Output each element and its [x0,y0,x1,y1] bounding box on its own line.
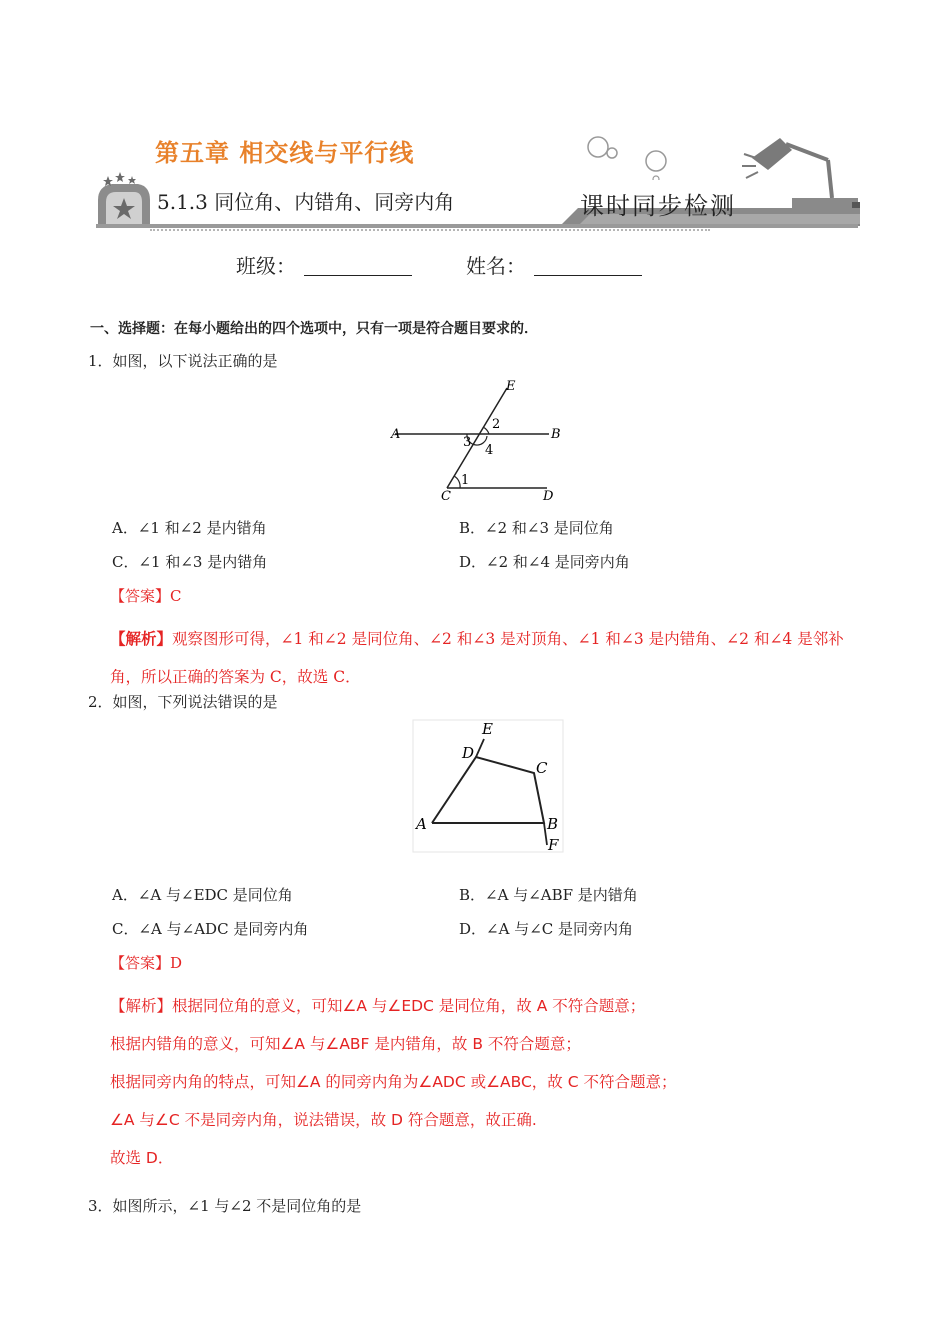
lesson-title: 5.1.3 同位角、内错角、同旁内角 [157,190,455,214]
q2-label-c: C [536,759,548,777]
q1-label-3: 3 [463,435,472,450]
q1-option-c: C．∠1 和∠3 是内错角 [112,553,268,571]
q1-explanation-label: 【解析】 [110,630,173,648]
q1-option-b: B．∠2 和∠3 是同位角 [459,519,614,537]
q1-label-a: A [391,427,401,442]
q2-option-c: C．∠A 与∠ADC 是同旁内角 [112,920,309,938]
q2-figure [412,719,564,853]
section-title: 一、选择题：在每小题给出的四个选项中，只有一项是符合题目要求的． [90,321,538,337]
q1-label-2: 2 [492,417,501,432]
q1-label-1: 1 [461,473,470,488]
class-blank [304,257,412,276]
q2-explanation-line4: ∠A 与∠C 不是同旁内角，说法错误，故 D 符合题意，故正确. [110,1111,537,1129]
header-divider [96,224,858,228]
class-field [236,250,412,279]
q1-label-b: B [551,427,561,442]
q2-explanation [110,987,676,1177]
q1-answer: 【答案】C [110,587,182,605]
header-badge-icon [94,170,154,230]
q2-explanation-line1: 【解析】根据同位角的意义，可知∠A 与∠EDC 是同位角，故 A 不符合题意； [110,997,646,1015]
name-field [466,250,642,279]
q1-label-e: E [506,379,516,394]
sync-test-label: 课时同步检测 [580,192,736,220]
chapter-title: 第五章 相交线与平行线 [155,139,415,167]
q2-label-e: E [482,720,493,738]
q1-explanation-line1: 观察图形可得，∠1 和∠2 是同位角、∠2 和∠3 是对顶角、∠1 和∠3 是内错角、∠2 和∠4 是邻补 [172,630,844,648]
q2-label-b: B [547,815,559,833]
q1-option-d: D．∠2 和∠4 是同旁内角 [459,553,630,571]
bubbles-decoration [580,135,680,180]
q1-option-a: A．∠1 和∠2 是内错角 [112,519,267,537]
q2-option-d: D．∠A 与∠C 是同旁内角 [459,920,634,938]
q2-label-d: D [462,744,475,762]
q1-label-c: C [441,489,451,504]
q1-explanation-line2: 角，所以正确的答案为 C，故选 C． [110,668,361,686]
q1-explanation [110,620,870,696]
q2-label-a: A [416,815,427,833]
q1-stem: 1．如图，以下说法正确的是 [88,352,278,370]
q2-label-f: F [548,836,559,853]
q3-stem: 3．如图所示，∠1 与∠2 不是同位角的是 [88,1197,362,1215]
q2-explanation-line5: 故选 D． [110,1149,174,1167]
name-blank [534,257,642,276]
q2-explanation-line3: 根据同旁内角的特点，可知∠A 的同旁内角为∠ADC 或∠ABC，故 C 不符合题意； [110,1073,677,1091]
q2-option-a: A．∠A 与∠EDC 是同位角 [112,886,293,904]
q2-option-b: B．∠A 与∠ABF 是内错角 [459,886,638,904]
q2-explanation-line2: 根据内错角的意义，可知∠A 与∠ABF 是内错角，故 B 不符合题意； [110,1035,581,1053]
q1-label-d: D [543,489,554,504]
name-label: 姓名： [466,254,526,278]
q1-figure [385,376,565,504]
q1-label-4: 4 [485,443,494,458]
q2-stem: 2．如图，下列说法错误的是 [88,693,278,711]
class-label: 班级： [236,254,296,278]
header-dotted-line [150,229,710,231]
q2-answer: 【答案】D [110,954,183,972]
